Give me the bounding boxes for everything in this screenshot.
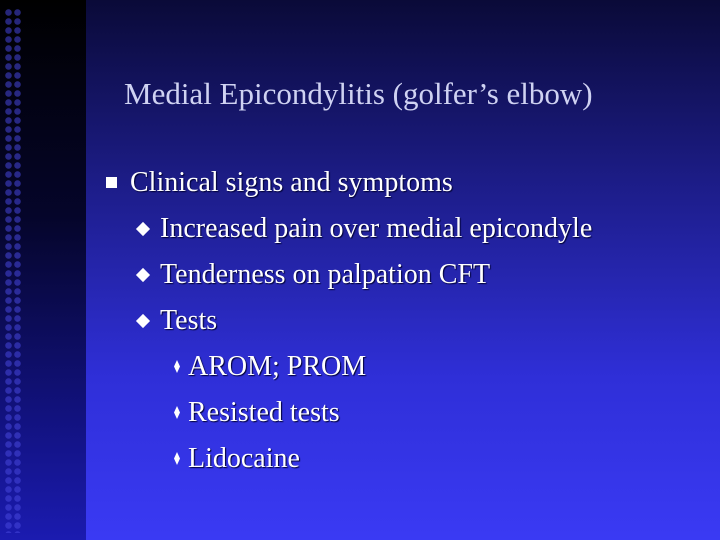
- bullet-item-tenderness: [96, 252, 706, 298]
- diamond-bullet-icon: [136, 222, 150, 236]
- bullet-item-increased-pain: [96, 206, 706, 252]
- bullet-text: AROM; PROM: [188, 351, 367, 382]
- bullet-item-arom-prom: [96, 344, 706, 390]
- bullet-item-resisted-tests: [96, 390, 706, 436]
- bullet-list: [96, 160, 706, 482]
- diamond-bullet-icon: [136, 314, 150, 328]
- bullet-item-clinical-signs: [96, 160, 706, 206]
- bullet-text: Clinical signs and symptoms: [130, 167, 453, 198]
- bullet-item-lidocaine: [96, 436, 706, 482]
- square-pattern-decoration: [4, 8, 22, 533]
- bullet-item-tests: [96, 298, 706, 344]
- left-decorative-strip: [0, 0, 86, 540]
- bullet-text: Increased pain over medial epicondyle: [160, 213, 593, 244]
- diamond-bullet-icon: [136, 268, 150, 282]
- small-diamond-bullet-icon: [174, 406, 180, 419]
- bullet-text: Lidocaine: [188, 443, 300, 474]
- small-diamond-bullet-icon: [174, 360, 180, 373]
- slide-title: Medial Epicondylitis (golfer’s elbow): [124, 76, 593, 111]
- small-diamond-bullet-icon: [174, 452, 180, 465]
- bullet-text: Tenderness on palpation CFT: [160, 259, 491, 290]
- square-bullet-icon: [106, 177, 117, 188]
- bullet-text: Tests: [160, 305, 218, 336]
- bullet-text: Resisted tests: [188, 397, 340, 428]
